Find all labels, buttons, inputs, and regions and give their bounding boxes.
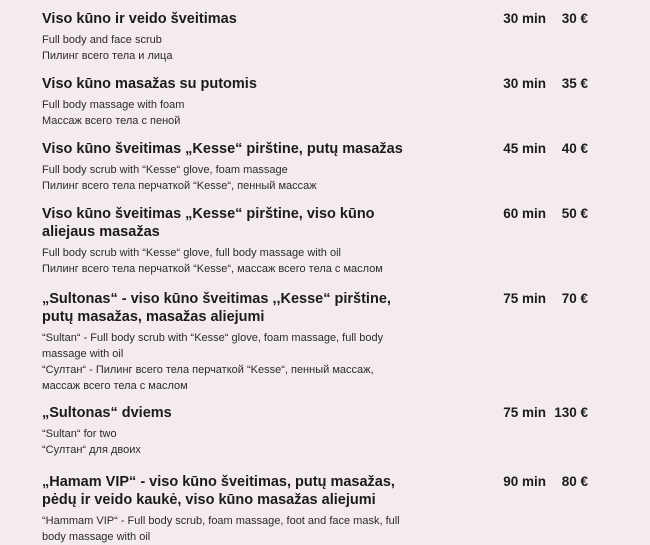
list-item: [42, 205, 602, 277]
service-price: 50 €: [561, 206, 588, 221]
service-description-ru: Массаж всего тела с пеной: [42, 115, 181, 127]
service-description-ru: Пилинг всего тела перчаткой “Kesse“, пенный массаж: [42, 180, 317, 192]
service-price: 70 €: [561, 291, 588, 306]
service-description-ru: “Султан“ - Пилинг всего тела перчаткой “Kesse“, пенный массаж, массаж всего тела с маслом: [42, 364, 374, 392]
service-title: „Sultonas“ - viso kūno šveitimas ,,Kesse“ pirštine, putų masažas, masažas aliejumi: [42, 291, 391, 325]
service-duration: 30 min: [503, 11, 546, 26]
service-description-ru: Пилинг всего тела перчаткой “Kesse“, массаж всего тела с маслом: [42, 263, 383, 275]
list-item: [42, 290, 602, 394]
list-item: [42, 140, 602, 194]
service-description-en: Full body scrub with “Kesse“ glove, full body massage with oil: [42, 247, 341, 259]
list-item: [42, 404, 602, 458]
service-duration: 75 min: [503, 405, 546, 420]
service-title: „Hamam VIP“ - viso kūno šveitimas, putų masažas, pėdų ir veido kaukė, viso kūno masažas aliejumi: [42, 474, 395, 508]
service-price: 40 €: [561, 141, 588, 156]
service-title: Viso kūno šveitimas „Kesse“ pirštine, viso kūno aliejaus masažas: [42, 206, 375, 240]
service-duration: 90 min: [503, 474, 546, 489]
list-item: [42, 473, 602, 545]
service-description-en: “Sultan“ for two: [42, 428, 117, 440]
service-duration: 30 min: [503, 76, 546, 91]
service-title: Viso kūno masažas su putomis: [42, 76, 257, 92]
service-description-en: Full body massage with foam: [42, 99, 185, 111]
service-duration: 45 min: [503, 141, 546, 156]
service-duration: 60 min: [503, 206, 546, 221]
service-description-ru: Пилинг всего тела и лица: [42, 50, 173, 62]
service-price: 30 €: [561, 11, 588, 26]
service-description-en: Full body scrub with “Kesse“ glove, foam massage: [42, 164, 288, 176]
service-title: „Sultonas“ dviems: [42, 405, 172, 421]
list-item: [42, 75, 602, 129]
list-item: [42, 10, 602, 64]
service-description-ru: “Султан“ для двоих: [42, 444, 141, 456]
service-price: 80 €: [561, 474, 588, 489]
service-description-en: “Sultan“ - Full body scrub with “Kesse“ glove, foam massage, full body massage with oil: [42, 332, 384, 360]
service-price: 130 €: [554, 405, 588, 420]
service-duration: 75 min: [503, 291, 546, 306]
service-title: Viso kūno šveitimas „Kesse“ pirštine, putų masažas: [42, 141, 403, 157]
service-title: Viso kūno ir veido šveitimas: [42, 11, 237, 27]
service-description-en: “Hammam VIP“ - Full body scrub, foam massage, foot and face mask, full body massage with oil: [42, 515, 400, 543]
service-description-en: Full body and face scrub: [42, 34, 162, 46]
service-price: 35 €: [561, 76, 588, 91]
